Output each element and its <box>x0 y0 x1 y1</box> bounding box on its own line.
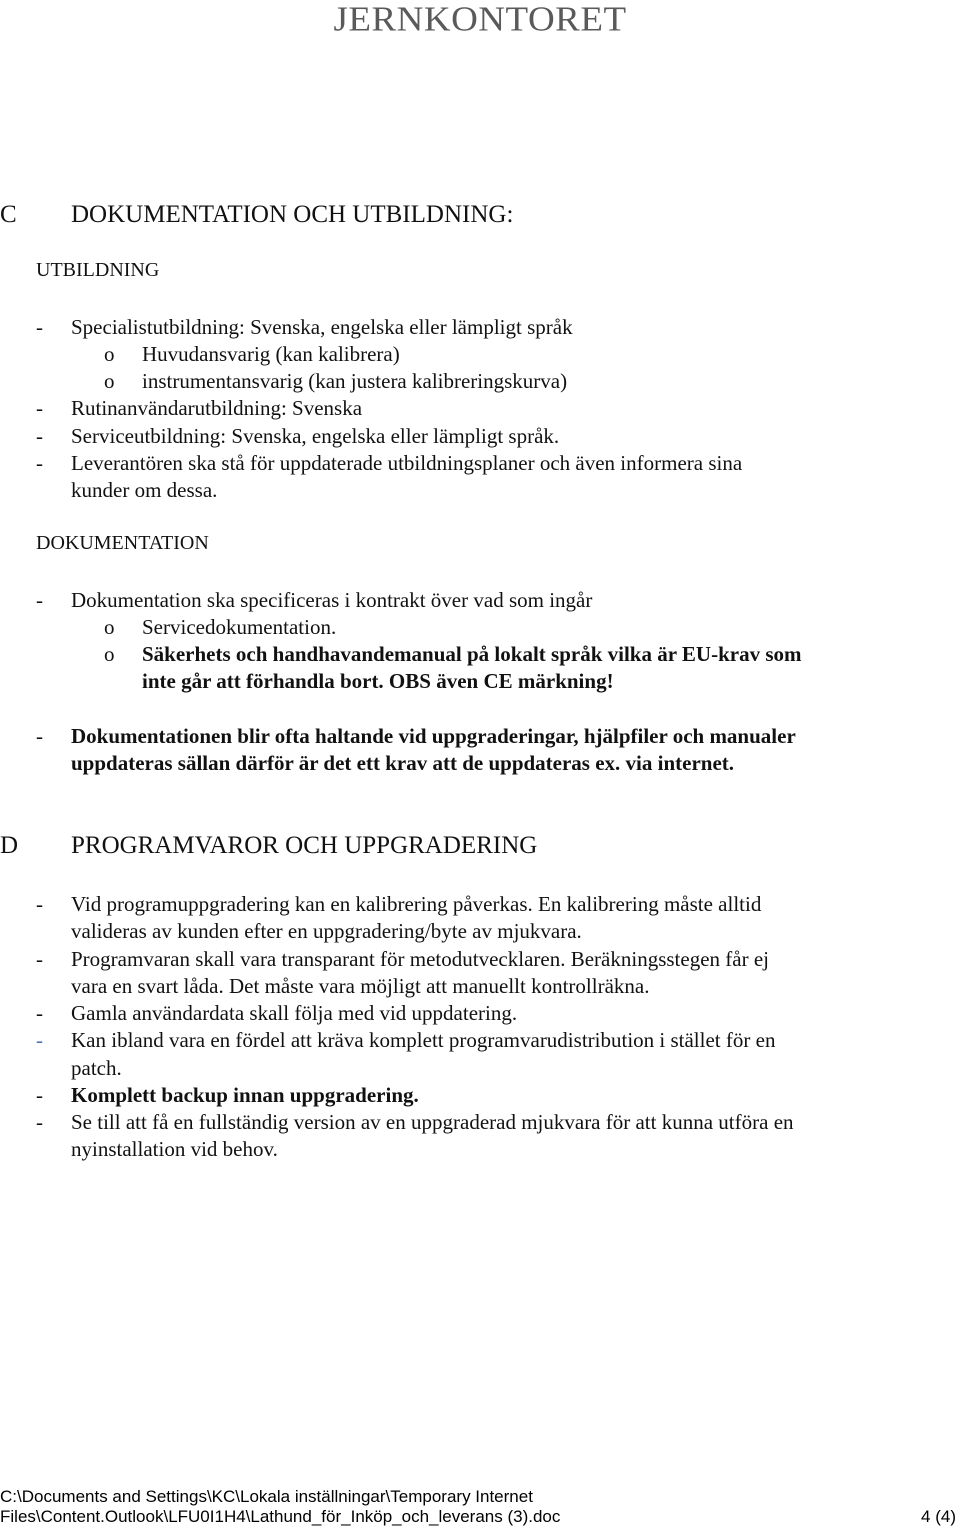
dokumentation-item-1: Dokumentation ska specificeras i kontrakt över vad som ingår <box>71 588 593 612</box>
list-bullet: o <box>104 369 115 393</box>
programvara-item-6-line-1: Se till att få en fullständig version av en uppgraderad mjukvara för att kunna utföra en <box>71 1110 794 1134</box>
list-dash: - <box>36 1001 43 1025</box>
list-dash: - <box>36 1110 43 1134</box>
section-d-letter: D <box>0 832 19 859</box>
programvara-item-5: Komplett backup innan uppgradering. <box>71 1083 419 1107</box>
utbildning-subitem-1: Huvudansvarig (kan kalibrera) <box>142 342 400 366</box>
utbildning-item-4-line-2: kunder om dessa. <box>71 478 218 502</box>
programvara-item-1-line-1: Vid programuppgradering kan en kalibrering påverkas. En kalibrering måste alltid <box>71 892 762 916</box>
footer-file-path-line-1: C:\Documents and Settings\KC\Lokala inställningar\Temporary Internet <box>0 1487 533 1506</box>
list-bullet: o <box>104 642 115 666</box>
section-c-title: DOKUMENTATION OCH UTBILDNING: <box>71 201 514 228</box>
dokumentation-subitem-1: Servicedokumentation. <box>142 615 337 639</box>
footer-file-path-line-2: Files\Content.Outlook\LFU0I1H4\Lathund_för_Inköp_och_leverans (3).doc <box>0 1507 561 1526</box>
dokumentation-item-2-line-2: uppdateras sällan därför är det ett krav att de uppdateras ex. via internet. <box>71 751 735 775</box>
utbildning-item-2: Rutinanvändarutbildning: Svenska <box>71 396 363 420</box>
utbildning-subitem-2: instrumentansvarig (kan justera kalibreringskurva) <box>142 369 568 393</box>
list-dash: - <box>36 451 43 475</box>
programvara-item-2-line-1: Programvaran skall vara transparant för metodutvecklaren. Beräkningsstegen får ej <box>71 947 769 971</box>
programvara-item-2-line-2: vara en svart låda. Det måste vara möjligt att manuellt kontrollräkna. <box>71 974 650 998</box>
list-dash: - <box>36 424 43 448</box>
dokumentation-heading: DOKUMENTATION <box>36 532 209 554</box>
dokumentation-subitem-2-line-1: Säkerhets och handhavandemanual på lokalt språk vilka är EU-krav som <box>142 642 802 666</box>
list-dash: - <box>36 724 43 748</box>
list-bullet: o <box>104 342 115 366</box>
programvara-item-6-line-2: nyinstallation vid behov. <box>71 1137 278 1161</box>
programvara-item-4-line-2: patch. <box>71 1056 122 1080</box>
utbildning-heading: UTBILDNING <box>36 259 160 281</box>
list-dash: - <box>36 1028 43 1052</box>
list-dash: - <box>36 1083 43 1107</box>
list-dash: - <box>36 588 43 612</box>
utbildning-item-1: Specialistutbildning: Svenska, engelska eller lämpligt språk <box>71 315 573 339</box>
list-bullet: o <box>104 615 115 639</box>
programvara-item-1-line-2: valideras av kunden efter en uppgradering/byte av mjukvara. <box>71 919 582 943</box>
footer-page-number: 4 (4) <box>921 1507 956 1526</box>
programvara-item-4-line-1: Kan ibland vara en fördel att kräva komplett programvarudistribution i stället för en <box>71 1028 776 1052</box>
document-header-title: JERNKONTORET <box>333 0 627 40</box>
list-dash: - <box>36 892 43 916</box>
programvara-item-3: Gamla användardata skall följa med vid uppdatering. <box>71 1001 518 1025</box>
utbildning-item-4-line-1: Leverantören ska stå för uppdaterade utbildningsplaner och även informera sina <box>71 451 743 475</box>
section-c-letter: C <box>0 201 17 228</box>
dokumentation-subitem-2-line-2: inte går att förhandla bort. OBS även CE märkning! <box>142 669 614 693</box>
dokumentation-item-2-line-1: Dokumentationen blir ofta haltande vid uppgraderingar, hjälpfiler och manualer <box>71 724 796 748</box>
list-dash: - <box>36 315 43 339</box>
section-d-title: PROGRAMVAROR OCH UPPGRADERING <box>71 832 538 859</box>
list-dash: - <box>36 947 43 971</box>
utbildning-item-3: Serviceutbildning: Svenska, engelska eller lämpligt språk. <box>71 424 560 448</box>
list-dash: - <box>36 396 43 420</box>
